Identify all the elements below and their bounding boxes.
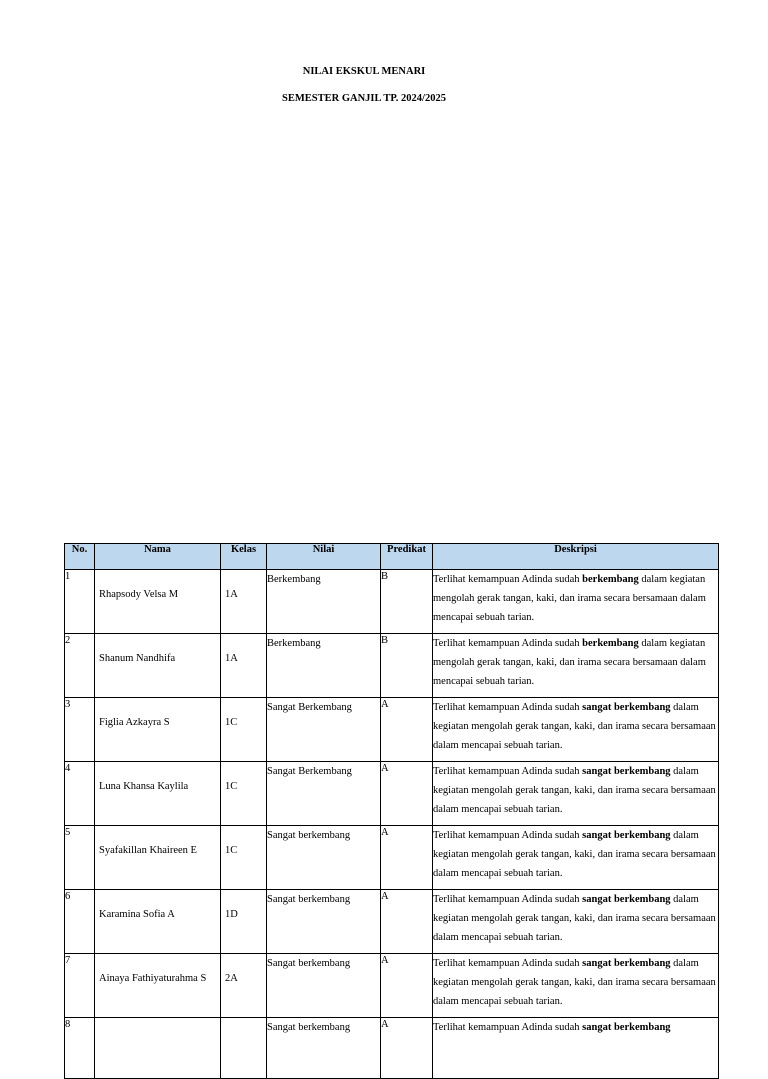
desc-emphasis: sangat berkembang (582, 1022, 671, 1033)
cell-nilai: Sangat Berkembang (267, 762, 381, 826)
document-subtitle: SEMESTER GANJIL TP. 2024/2025 (282, 93, 446, 104)
student-name: Figlia Azkayra S (99, 717, 170, 728)
student-class: 1C (225, 717, 238, 728)
cell-nilai: Berkembang (267, 570, 381, 634)
student-name: Shanum Nandhifa (99, 653, 176, 664)
column-header-predikat: Predikat (381, 544, 433, 570)
table-row (65, 634, 719, 698)
desc-emphasis: sangat berkembang (582, 766, 671, 777)
cell-kelas (221, 954, 267, 1018)
desc-text: dalam kegiatan mengolah gerak tangan, kaki, dan irama secara bersamaan dalam mencapai sebuah tarian. (433, 574, 706, 623)
column-header-kelas: Kelas (221, 544, 267, 570)
student-class: 1A (225, 589, 238, 600)
cell-no: 6 (65, 890, 95, 954)
desc-text: Terlihat kemampuan Adinda sudah (433, 894, 583, 905)
cell-predikat: A (381, 698, 433, 762)
desc-text: dalam kegiatan mengolah gerak tangan, kaki, dan irama secara bersamaan dalam mencapai sebuah tarian. (433, 894, 716, 943)
cell-predikat: A (381, 1018, 433, 1079)
column-header-nama: Nama (95, 544, 221, 570)
table-header-row (65, 544, 719, 570)
desc-emphasis: sangat berkembang (582, 958, 671, 969)
cell-kelas (221, 634, 267, 698)
desc-text: Terlihat kemampuan Adinda sudah (433, 702, 583, 713)
desc-text: Terlihat kemampuan Adinda sudah (433, 958, 583, 969)
cell-predikat: A (381, 954, 433, 1018)
cell-deskripsi (433, 1018, 719, 1079)
cell-kelas (221, 698, 267, 762)
cell-nilai: Sangat berkembang (267, 826, 381, 890)
cell-predikat: A (381, 826, 433, 890)
student-name (95, 1018, 220, 1036)
cell-kelas (221, 826, 267, 890)
cell-nama (95, 698, 221, 762)
cell-no: 3 (65, 698, 95, 762)
column-header-nilai: Nilai (267, 544, 381, 570)
cell-predikat: B (381, 570, 433, 634)
cell-no: 5 (65, 826, 95, 890)
cell-kelas (221, 890, 267, 954)
cell-no: 8 (65, 1018, 95, 1079)
cell-nama (95, 954, 221, 1018)
desc-text: dalam kegiatan mengolah gerak tangan, kaki, dan irama secara bersamaan dalam mencapai sebuah tarian. (433, 766, 716, 815)
student-class: 1C (225, 781, 238, 792)
desc-emphasis: sangat berkembang (582, 894, 671, 905)
cell-deskripsi (433, 826, 719, 890)
desc-text: dalam kegiatan mengolah gerak tangan, kaki, dan irama secara bersamaan dalam mencapai sebuah tarian. (433, 638, 706, 687)
cell-kelas (221, 762, 267, 826)
cell-kelas (221, 1018, 267, 1079)
cell-no: 7 (65, 954, 95, 1018)
table-row (65, 570, 719, 634)
desc-text: Terlihat kemampuan Adinda sudah (433, 830, 583, 841)
student-name: Luna Khansa Kaylila (99, 781, 189, 792)
student-name: Syafakillan Khaireen E (99, 845, 197, 856)
student-name: Ainaya Fathiyaturahma S (99, 973, 207, 984)
student-name: Karamina Sofia A (99, 909, 175, 920)
cell-nama (95, 826, 221, 890)
column-header-no: No. (65, 544, 95, 570)
cell-kelas (221, 570, 267, 634)
document-title: NILAI EKSKUL MENARI (302, 66, 426, 77)
student-class: 1C (225, 845, 238, 856)
table-row (65, 954, 719, 1018)
table-row (65, 698, 719, 762)
cell-no: 1 (65, 570, 95, 634)
cell-nilai: Sangat berkembang (267, 1018, 381, 1079)
cell-deskripsi (433, 698, 719, 762)
student-name: Rhapsody Velsa M (99, 589, 179, 600)
desc-emphasis: berkembang (582, 638, 639, 649)
cell-deskripsi (433, 954, 719, 1018)
table-row (65, 762, 719, 826)
cell-predikat: A (381, 890, 433, 954)
cell-nilai: Berkembang (267, 634, 381, 698)
cell-nama (95, 890, 221, 954)
table-row (65, 1018, 719, 1079)
cell-nama (95, 570, 221, 634)
desc-text: Terlihat kemampuan Adinda sudah (433, 638, 583, 649)
desc-emphasis: berkembang (582, 574, 639, 585)
cell-deskripsi (433, 634, 719, 698)
desc-text: Terlihat kemampuan Adinda sudah (433, 1022, 583, 1033)
desc-text: Terlihat kemampuan Adinda sudah (433, 766, 583, 777)
cell-nilai: Sangat berkembang (267, 890, 381, 954)
cell-deskripsi (433, 570, 719, 634)
desc-text: dalam kegiatan mengolah gerak tangan, kaki, dan irama secara bersamaan dalam mencapai sebuah tarian. (433, 830, 716, 879)
student-class: 1D (225, 909, 238, 920)
cell-no: 2 (65, 634, 95, 698)
student-class: 1A (225, 653, 238, 664)
cell-predikat: A (381, 762, 433, 826)
desc-text: dalam kegiatan mengolah gerak tangan, kaki, dan irama secara bersamaan dalam mencapai sebuah tarian. (433, 958, 716, 1007)
desc-emphasis: sangat berkembang (582, 830, 671, 841)
desc-text: Terlihat kemampuan Adinda sudah (433, 574, 583, 585)
cell-nama (95, 1018, 221, 1079)
cell-nilai: Sangat Berkembang (267, 698, 381, 762)
desc-emphasis: sangat berkembang (582, 702, 671, 713)
cell-predikat: B (381, 634, 433, 698)
column-header-deskripsi: Deskripsi (433, 544, 719, 570)
grades-table (64, 543, 719, 1079)
student-class (221, 1018, 266, 1036)
cell-deskripsi (433, 890, 719, 954)
student-class: 2A (225, 973, 238, 984)
desc-text: dalam kegiatan mengolah gerak tangan, kaki, dan irama secara bersamaan dalam mencapai sebuah tarian. (433, 702, 716, 751)
cell-nama (95, 762, 221, 826)
cell-nilai: Sangat berkembang (267, 954, 381, 1018)
cell-no: 4 (65, 762, 95, 826)
table-row (65, 826, 719, 890)
table-row (65, 890, 719, 954)
cell-deskripsi (433, 762, 719, 826)
cell-nama (95, 634, 221, 698)
